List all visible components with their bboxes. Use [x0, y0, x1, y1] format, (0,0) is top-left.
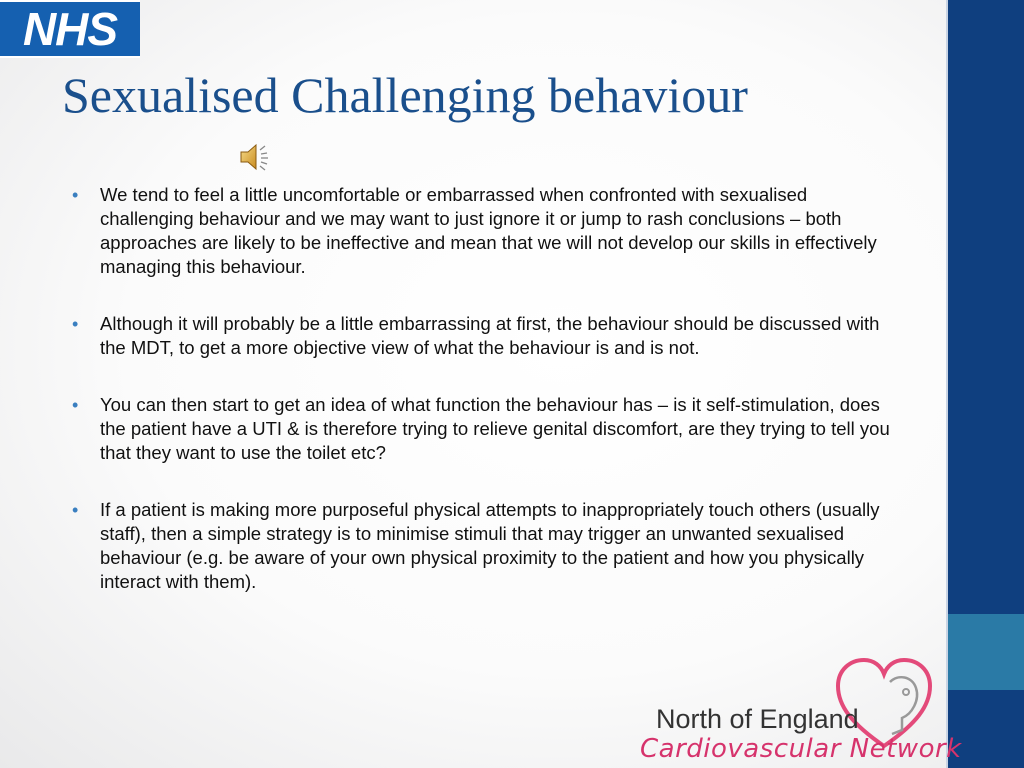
nhs-logo-text: NHS [0, 2, 140, 56]
decorative-sidebar-accent [948, 614, 1024, 690]
list-item [70, 312, 900, 360]
cardiovascular-network-logo [636, 654, 962, 768]
list-item [70, 393, 900, 465]
list-item [70, 498, 900, 594]
bullet-marker: • [72, 500, 79, 520]
bullet-list [70, 183, 900, 627]
nhs-logo [0, 0, 140, 58]
slide-title: Sexualised Challenging behaviour [62, 67, 748, 123]
bullet-marker: • [72, 185, 79, 205]
speaker-icon[interactable] [238, 140, 272, 174]
list-item [70, 183, 900, 279]
list-item-text: You can then start to get an idea of what function the behaviour has – is it self-stimulation, does the patient have a UTI & is therefore trying to relieve genital discomfort, are they trying to tell you that they want to use the toilet etc? [100, 394, 890, 463]
network-logo-line1: North of England [656, 704, 859, 734]
list-item-text: Although it will probably be a little embarrassing at first, the behaviour should be discussed with the MDT, to get a more objective view of what the behaviour is and is not. [100, 313, 880, 358]
bullet-marker: • [72, 314, 79, 334]
list-item-text: We tend to feel a little uncomfortable or embarrassed when confronted with sexualised challenging behaviour and we may want to just ignore it or jump to rash conclusions – both approaches are likely to be ineffective and mean that we will not develop our skills in effectively managing this behaviour. [100, 184, 877, 277]
list-item-text: If a patient is making more purposeful physical attempts to inappropriately touch others (usually staff), then a simple strategy is to minimise stimuli that may trigger an unwanted sexualised behaviour (e.g. be aware of your own physical proximity to the patient and how you physically interact with them). [100, 499, 880, 592]
network-logo-line2: Cardiovascular Network [640, 734, 962, 764]
bullet-marker: • [72, 395, 79, 415]
